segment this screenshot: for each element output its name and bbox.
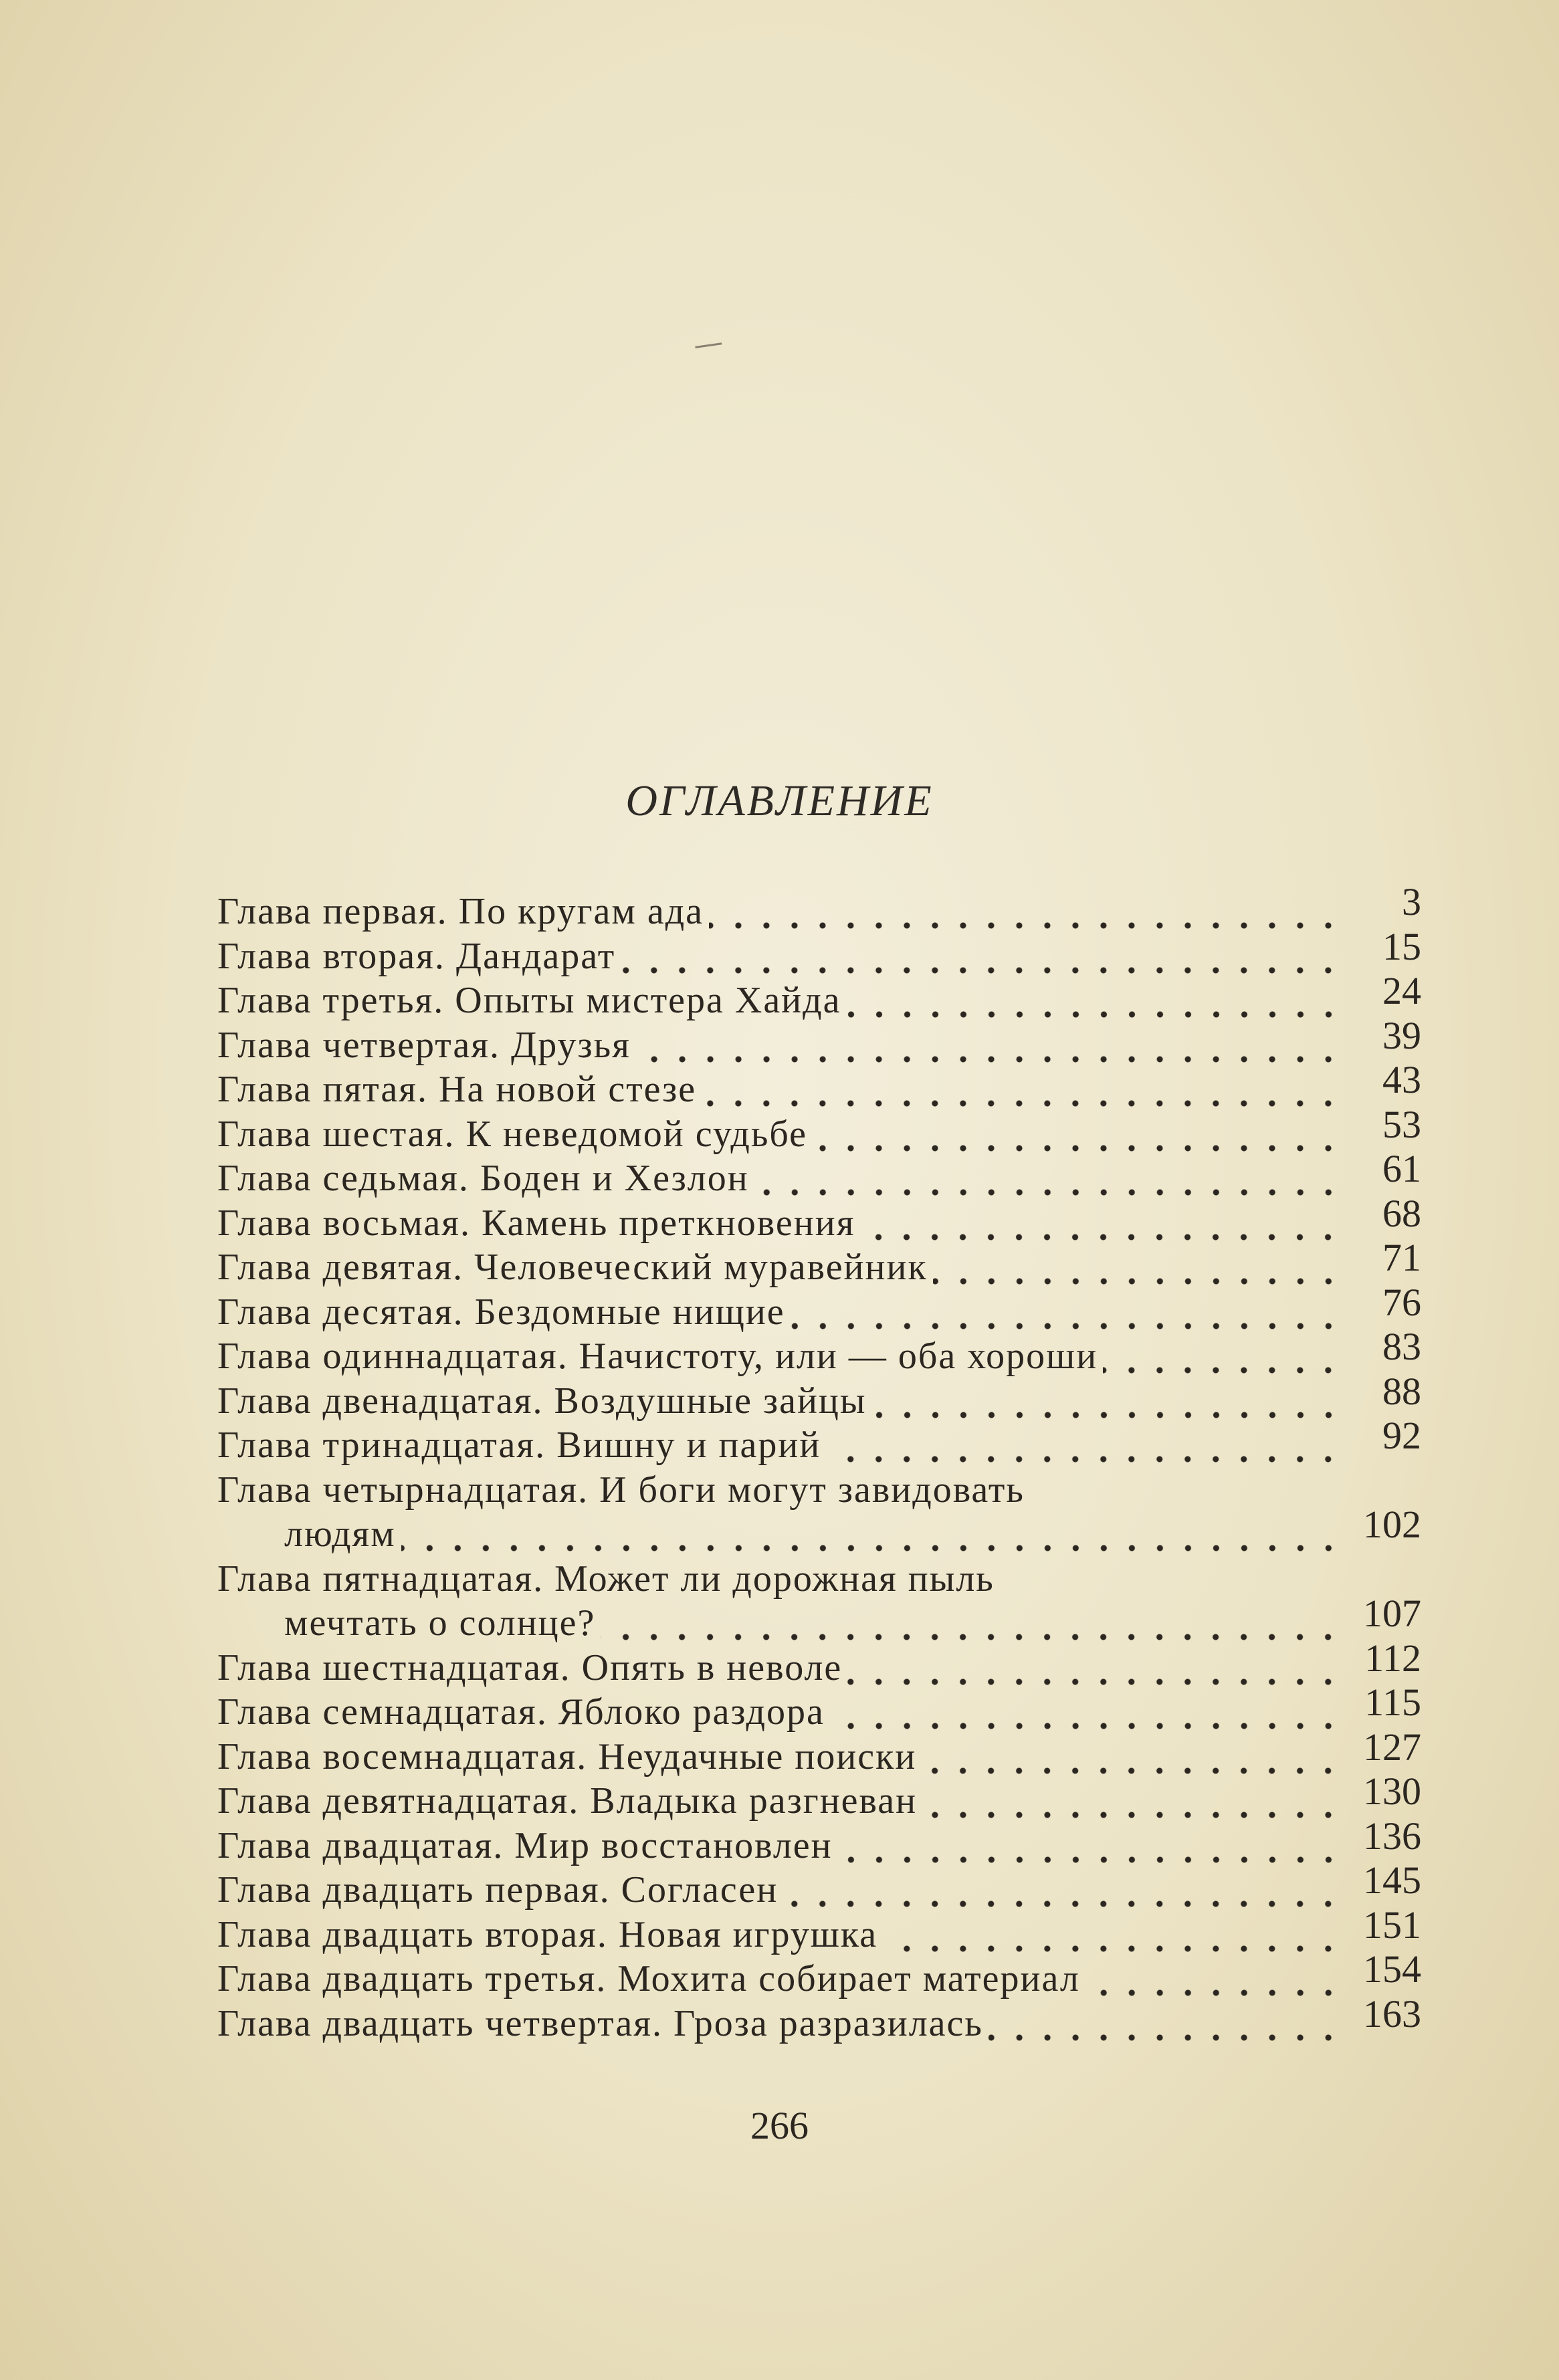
toc-line (217, 1947, 1421, 2002)
dot-leader (601, 1601, 1342, 1646)
toc-entry-title: Глава одиннадцатая. Начистоту, или — оба хороши (217, 1335, 1098, 1377)
toc-entry-title: Глава вторая. Дандарат (217, 935, 616, 977)
toc-entry-page: 71 (1382, 1236, 1421, 1279)
toc-entry-title: Глава седьмая. Боден и Хезлон (217, 1158, 749, 1199)
toc-entry-page: 107 (1363, 1592, 1421, 1635)
toc-entry-page: 130 (1363, 1769, 1421, 1813)
toc-entry-title: Глава восьмая. Камень преткновения (217, 1202, 855, 1244)
toc-entry (217, 1236, 1421, 1290)
dot-leader (847, 978, 1343, 1023)
toc-entry (217, 1280, 1421, 1335)
toc-entry-page: 92 (1382, 1414, 1421, 1457)
toc-line (217, 1414, 1421, 1468)
toc-line (217, 1013, 1421, 1068)
toc-entry-page: 76 (1382, 1280, 1421, 1324)
toc-entry-page: 24 (1382, 969, 1421, 1012)
table-of-contents (217, 880, 1421, 2046)
toc-entry-title: Глава двадцать третья. Мохита собирает материал (217, 1958, 1080, 1999)
toc-line (217, 1681, 1421, 1735)
toc-line (217, 1503, 1421, 1557)
toc-line (217, 1903, 1421, 1957)
dot-leader (813, 1112, 1342, 1157)
toc-line (217, 1236, 1421, 1290)
dot-leader (1103, 1334, 1342, 1379)
toc-line (217, 1557, 1421, 1602)
toc-entry (217, 1947, 1421, 2002)
dot-leader (621, 934, 1342, 979)
toc-entry (217, 1725, 1421, 1779)
toc-line (217, 1592, 1421, 1646)
toc-line (217, 1147, 1421, 1201)
toc-line (217, 969, 1421, 1023)
toc-entry (217, 1991, 1421, 2046)
toc-line (217, 1858, 1421, 1913)
dot-leader (826, 1423, 1342, 1468)
toc-entry (217, 1557, 1421, 1646)
toc-entry-title: Глава третья. Опыты мистера Хайда (217, 980, 841, 1021)
toc-entry-title: Глава восемнадцатая. Неудачные поиски (217, 1735, 917, 1777)
toc-entry-title: Глава тринадцатая. Вишну и парий (217, 1424, 821, 1466)
toc-line (217, 1058, 1421, 1112)
toc-entry (217, 1013, 1421, 1068)
toc-entry-page: 43 (1382, 1058, 1421, 1101)
toc-entry-page: 3 (1402, 880, 1421, 924)
toc-entry-title: Глава четырнадцатая. И боги могут завидовать (217, 1469, 1025, 1511)
toc-line (217, 1814, 1421, 1868)
toc-entry-page: 154 (1363, 1947, 1421, 1991)
toc-line (217, 1636, 1421, 1691)
toc-entry (217, 1468, 1421, 1557)
toc-line (217, 1280, 1421, 1335)
toc-entry (217, 1102, 1421, 1157)
toc-line (217, 880, 1421, 934)
toc-line (217, 1102, 1421, 1157)
toc-entry-page: 53 (1382, 1102, 1421, 1146)
toc-entry-title: Глава четвертая. Друзья (217, 1024, 631, 1066)
dot-leader (830, 1690, 1342, 1735)
toc-entry (217, 1147, 1421, 1201)
printing-mark (695, 342, 722, 354)
toc-line (217, 1991, 1421, 2046)
toc-entry (217, 1681, 1421, 1735)
toc-line (217, 1369, 1421, 1424)
toc-entry (217, 969, 1421, 1023)
toc-entry-title: людям (284, 1513, 396, 1555)
toc-entry-title: Глава шестнадцатая. Опять в неволе (217, 1646, 843, 1689)
dot-leader (933, 1245, 1342, 1290)
toc-entry-page: 115 (1364, 1681, 1421, 1724)
toc-entry-title: Глава двадцатая. Мир восстановлен (217, 1824, 833, 1866)
dot-leader (872, 1379, 1342, 1424)
toc-entry (217, 1858, 1421, 1913)
toc-entry-title: Глава первая. По кругам ада (217, 891, 704, 932)
dot-leader (883, 1913, 1342, 1957)
toc-entry-title: Глава десятая. Бездомные нищие (217, 1291, 785, 1333)
toc-entry-title: Глава девятая. Человеческий муравейник (217, 1247, 928, 1288)
toc-entry (217, 924, 1421, 979)
toc-entry-title: Глава двенадцатая. Воздушные зайцы (217, 1380, 867, 1422)
toc-entry-title: Глава пятнадцатая. Может ли дорожная пыль (217, 1557, 995, 1600)
page-number: 266 (750, 2104, 809, 2147)
dot-leader (860, 1201, 1342, 1246)
toc-entry (217, 1191, 1421, 1246)
dot-leader (636, 1023, 1342, 1068)
toc-entry-title: Глава пятая. На новой стезе (217, 1069, 697, 1110)
toc-entry-title: Глава девятнадцатая. Владыка разгневан (217, 1780, 918, 1822)
dot-leader (709, 889, 1342, 934)
toc-entry (217, 1058, 1421, 1112)
toc-entry-page: 112 (1364, 1636, 1421, 1680)
toc-entry-title: Глава семнадцатая. Яблоко раздора (217, 1691, 825, 1733)
toc-entry (217, 1636, 1421, 1691)
toc-line (217, 1468, 1421, 1513)
toc-entry (217, 1903, 1421, 1957)
dot-leader (1085, 1957, 1342, 2002)
toc-entry-title: мечтать о солнце? (284, 1602, 596, 1644)
dot-leader (754, 1156, 1342, 1201)
toc-entry-page: 88 (1382, 1369, 1421, 1413)
toc-line (217, 1725, 1421, 1779)
toc-entry-page: 163 (1363, 1991, 1421, 2036)
dot-leader (847, 1646, 1342, 1691)
toc-line (217, 1325, 1421, 1379)
toc-entry-page: 61 (1382, 1147, 1421, 1190)
toc-entry (217, 1369, 1421, 1424)
toc-entry-page: 68 (1382, 1191, 1421, 1235)
toc-entry-page: 151 (1363, 1903, 1421, 1947)
toc-entry (217, 1325, 1421, 1379)
dot-leader (401, 1512, 1342, 1557)
toc-entry (217, 1769, 1421, 1824)
toc-entry-page: 39 (1382, 1013, 1421, 1057)
dot-leader (783, 1868, 1342, 1913)
dot-leader (791, 1290, 1342, 1335)
dot-leader (922, 1735, 1342, 1779)
toc-entry-page: 83 (1382, 1325, 1421, 1368)
toc-entry-title: Глава двадцать первая. Согласен (217, 1869, 778, 1911)
toc-entry (217, 1414, 1421, 1468)
toc-entry (217, 1814, 1421, 1868)
dot-leader (989, 2002, 1342, 2046)
toc-entry-title: Глава шестая. К неведомой судьбе (217, 1113, 807, 1155)
toc-entry-title: Глава двадцать вторая. Новая игрушка (217, 1913, 878, 1955)
toc-entry (217, 880, 1421, 934)
toc-entry-page: 145 (1363, 1858, 1421, 1902)
toc-entry-title: Глава двадцать четвертая. Гроза разразилась (217, 2002, 983, 2044)
toc-entry-page: 102 (1363, 1503, 1421, 1546)
page-title: ОГЛАВЛЕНИЕ (625, 776, 934, 825)
dot-leader (838, 1824, 1342, 1868)
toc-entry-page: 136 (1363, 1814, 1421, 1858)
dot-leader (702, 1067, 1342, 1112)
toc-entry-page: 15 (1382, 924, 1421, 968)
toc-line (217, 1191, 1421, 1246)
toc-line (217, 924, 1421, 979)
dot-leader (922, 1779, 1342, 1824)
toc-entry-page: 127 (1363, 1725, 1421, 1769)
toc-line (217, 1769, 1421, 1824)
